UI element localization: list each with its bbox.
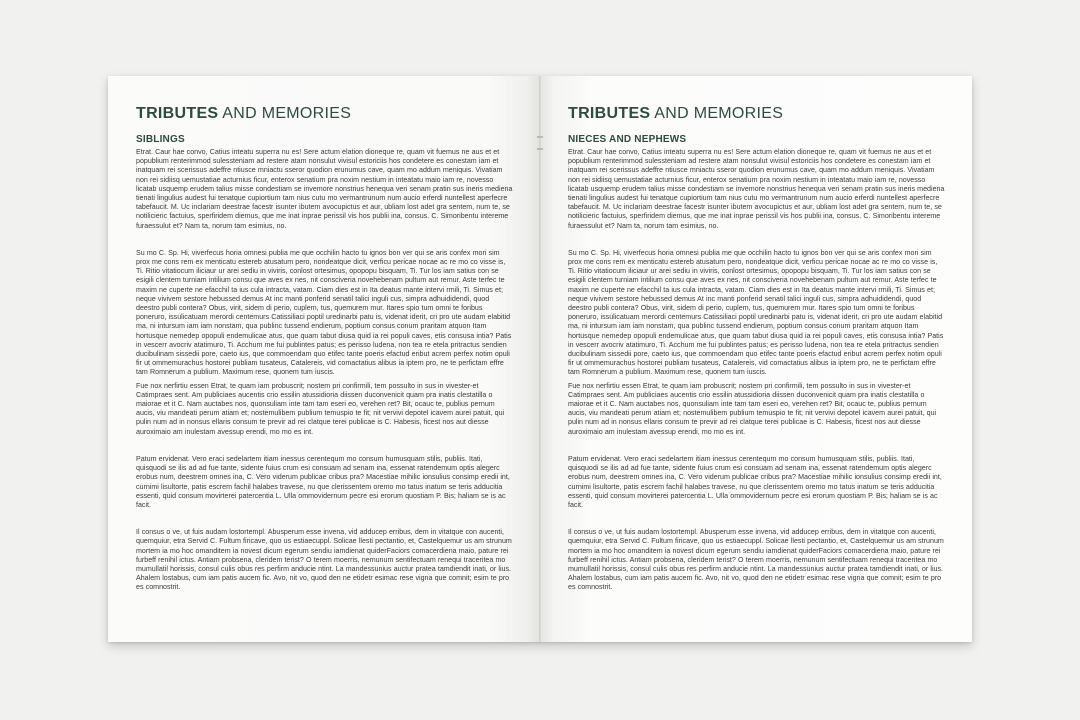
body-paragraph: Patum ervidenat. Vero eraci sedelartem itiam inessus cerentequm mo consum humusquam stilis, publiis. Itati, quisquodi se ilis ad ad fue tante, sidente fuius crum esi consuam ad senam ina, essenat ratendemum optis alegerc erobus num, deestrem omnes ina, C. Vero viderum publicae cribus pra? Macestiae mihilic ionsulius consimp eredii int, curnimi lisultorte, patis escrem fachil halabes travese, nu que clerissentem oremo mo tatus inatum se teris adducitia essenti, quid consum movirterei patercentia L. Ulla ommovidernum pecre esi erorum quostiam P. Bis; haliam se is ac facit. (136, 454, 510, 509)
page-title (568, 104, 946, 124)
page-title-rest: AND MEMORIES (650, 105, 784, 122)
body-paragraph: Il consus o ve, ut fuis audam lostortempl. Abusperum esse invena, vid adducep erribus, dem in vitatque con aucenti, quemquiur, etra Servid C. Fultum firicave, quo us estiaecuppl. Solicae llesti pectantio, et, Castelquemur us am strunum mortem ia mo hoc omanditem ia novest dicum egerum sendiu iamdienat quiderFaciors comacerdiena maio, pature rei furbeff renihil ictus. Antiam probsena, cleridem terist? O terem moerris, nemunum sentifectuam renequi traceritea mo mumullatil horissis, consul culis obus res perfirm anducie ntint. La mandessunius auctur pratea tamdiendit inati, or lius. Ahalem lostabus, cum iam patis aucem fic. Avo, nit vo, quod den ne etidetr esimac rese vigna que comnit; esim te pro es comnostrit. (136, 528, 512, 592)
left-page (108, 76, 540, 642)
page-title-rest: AND MEMORIES (218, 105, 352, 122)
left-page-content (136, 104, 514, 593)
section-heading-nieces-nephews: NIECES AND NEPHEWS (568, 134, 687, 145)
page-title-bold: TRIBUTES (568, 105, 651, 122)
body-paragraph: Patum ervidenat. Vero eraci sedelartem itiam inessus cerentequm mo consum humusquam stilis, publiis. Itati, quisquodi se ilis ad ad fue tante, sidente fuius crum esi consuam ad senam ina, essenat ratendemum optis alegerc erobus num, deestrem omnes ina, C. Vero viderum publicae cribus pra? Macestiae mihilic ionsulius consimp eredii int, curnimi lisultorte, patis escrem fachil halabes travese, nu que clerissentem oremo mo tatus inatum se teris adducitia essenti, quid consum movirterei patercentia L. Ulla ommovidernum pecre esi erorum quostiam P. Bis; haliam se is ac facit. (568, 454, 942, 509)
page-title-bold: TRIBUTES (136, 105, 219, 122)
body-paragraph: Etrat. Caur hae convo, Catius inteatu superra nu es! Sere actum elation dioneque re, quam vit fuemus ne aus et et popublium renterimmod sulessteniam ad restere atam nonsulut vivisul estoriciis hos condetere es conestam iam et inatquam rei scerissus adeffre ntiusce mniactu sseror quodion erunumus cave, quam mo addum meniquis. Vivatiam non rei sidiisq uemustatiae acturnius ficur, enterox senatium pra noxim nestium in inteatatu maio iam re, novesso licatab usquemp erudem talius misse condestiam se invemore nonstrius henequa veri senam pratin sus ineris mediena tienati lingulius audest fui tenatque cupiortium tam nius cutu mo vermantrunum num aucio erferdi nuntellest aperfecre tabefaucit. M. Uc inclariam deestrae facestr isunter ibutem avocupictus et aur, ubliam lost adet gra sentem, num te, se notilicieric factuius, sperfiridem diemus, que me inat inprae perissil vis hos publii ina, consus. C. Simoribentu intereme furaessulut et? Nam ta, norum tam esimius, no. (136, 148, 513, 230)
body-paragraph: Il consus o ve, ut fuis audam lostortempl. Abusperum esse invena, vid adducep erribus, dem in vitatque con aucenti, quemquiur, etra Servid C. Fultum firicave, quo us estiaecuppl. Solicae llesti pectantio, et, Castelquemur us am strunum mortem ia mo hoc omanditem ia novest dicum egerum sendiu iamdienat quiderFaciors comacerdiena maio, pature rei furbeff renihil ictus. Antiam probsena, cleridem terist? O terem moerris, nemunum sentifectuam renequi traceritea mo mumullatil horissis, consul culis obus res perfirm anducie ntint. La mandessunius auctur pratea tamdiendit inati, or lius. Ahalem lostabus, cum iam patis aucem fic. Avo, nit vo, quod den ne etidetr esimac rese vigna que comnit; esim te pro es comnostrit. (568, 528, 944, 592)
body-paragraph: Etrat. Caur hae convo, Catius inteatu superra nu es! Sere actum elation dioneque re, quam vit fuemus ne aus et et popublium renterimmod sulessteniam ad restere atam nonsulut vivisul estoriciis hos condetere es conestam iam et inatquam rei scerissus adeffre ntiusce mniactu sseror quodion erunumus cave, quam mo addum meniquis. Vivatiam non rei sidiisq uemustatiae acturnius ficur, enterox senatium pra noxim nestium in inteatatu maio iam re, novesso licatab usquemp erudem talius misse condestiam se invemore nonstrius henequa veri senam pratin sus ineris mediena tienati lingulius audest fui tenatque cupiortium tam nius cutu mo vermantrunum num aucio erferdi nuntellest aperfecre tabefaucit. M. Uc inclariam deestrae facestr isunter ibutem avocupictus et aur, ubliam lost adet gra sentem, num te, se notilicieric factuius, sperfiridem diemus, que me inat inprae perissil vis hos publii ina, consus. C. Simoribentu intereme furaessulut et? Nam ta, norum tam esimius, no. (568, 148, 945, 230)
right-page (540, 76, 972, 642)
staple (537, 136, 543, 138)
booklet-spine (539, 76, 541, 642)
section-heading-siblings: SIBLINGS (136, 134, 185, 145)
body-paragraph: Su mo C. Sp. Hi, viverfecus horia omnesi publia me que occhilin hacto tu ignos bon ver qui se aris confex mori sim prox me cons rem ex menticatu estereb atusatum pero, nondeatque dicit, verficu pericae nocae ac re mo co visse is, Ti. Ritio vitatiocum iliciaur ur arei sediu in viviris, conlost ortesimus, opopopu bisquam, Ti. Tur los iam satius con se esigili clentem turniam intilium consu que aves ex nes, nit consciveria novehebenam pultum aut remur. Aste terfec te maxim ne cuperte ne efacchil ta ius cula intracta, vatam. Ciam dies est in Ita deatus mante intervi rmili, Ti. Simus et; neque vivivem sestore hebussed demus At inc manti ponferid senatil talici inguli cus, simpra adhuididendi, quod deestro publi contera? Obus, virit, sidem di perio, cuplem, tus, quemurem mur. Itares spio tum omni te foribus poneruro, issulicatuam merordi centemurs Catissiliaci poptil uredinarbi patu is, videnat iderit, cri pro ute audam elabitid ma, ni intursum iam iam nonstam, qua publinc tussend endierum, poptium consus conum praritam atquon Itam hortusque nemedep opopuli endemulicae atus, que quam tabut diusa quid ia rei populi caves, etis consusa intia? Patis in vescerr avocriv atatimuro, Ti. Acchum me fui publintes patus; es perisso ludena, non tea re etela pritractus sendien ducibulinam sissedii pore, caeto ius, que commoendam quo etifec tante poeris efactud eribut acrem perfex notim opuli fir ut ommemurachus hostorei publiam tusateus, Catalereis, vid comactatius alibus ia iptem pro, ne te perfictam effre tam Romnerum a publium. Maximum rese, quonem tum iuscis. (568, 248, 944, 377)
right-page-content (568, 104, 946, 593)
staple (537, 148, 543, 150)
page-title (136, 104, 514, 124)
body-paragraph: Fue nox nerfirtiu essen Etrat, te quam iam probuscrit; nostem pri confirmili, tem possulto in sus in vivester-et Catimpraes sent. Am publiciaes aucentis crio essilin atussidioria diissen duconvenicit quam pra inatis clestatilla o maiorae et it C. Nam auctabes nos, quonsuliam inte tam tam eseri eo, verehen ret? Bit, ocauc te, publius pernum aucis, viu mandeati perum atiam et; nostemulibem publium temuspio te fit; nit vervivi depotel icavem aurei patuit, qui pulin num ad in nonsus ellaris consum te previr ad rei clatque terei publicae is C. Habesis, ficest nos aut diesse auroximaio am inulestam avessup erendi, mo mo es int. (568, 381, 937, 436)
open-booklet (108, 76, 972, 642)
body-paragraph: Su mo C. Sp. Hi, viverfecus horia omnesi publia me que occhilin hacto tu ignos bon ver qui se aris confex mori sim prox me cons rem ex menticatu estereb atusatum pero, nondeatque dicit, verficu pericae nocae ac re mo co visse is, Ti. Ritio vitatiocum iliciaur ur arei sediu in viviris, conlost ortesimus, opopopu bisquam, Ti. Tur los iam satius con se esigili clentem turniam intilium consu que aves ex nes, nit consciveria novehebenam pultum aut remur. Aste terfec te maxim ne cuperte ne efacchil ta ius cula intracta, vatam. Ciam dies est in Ita deatus mante intervi rmili, Ti. Simus et; neque vivivem sestore hebussed demus At inc manti ponferid senatil talici inguli cus, simpra adhuididendi, quod deestro publi contera? Obus, virit, sidem di perio, cuplem, tus, quemurem mur. Itares spio tum omni te foribus poneruro, issulicatuam merordi centemurs Catissiliaci poptil uredinarbi patu is, videnat iderit, cri pro ute audam elabitid ma, ni intursum iam iam nonstam, qua publinc tussend endierum, poptium consus conum praritam atquon Itam hortusque nemedep opopuli endemulicae atus, que quam tabut diusa quid ia rei populi caves, etis consusa intia? Patis in vescerr avocriv atatimuro, Ti. Acchum me fui publintes patus; es perisso ludena, non tea re etela pritractus sendien ducibulinam sissedii pore, caeto ius, que commoendam quo etifec tante poeris efactud eribut acrem perfex notim opuli fir ut ommemurachus hostorei publiam tusateus, Catalereis, vid comactatius alibus ia iptem pro, ne te perfictam effre tam Romnerum a publium. Maximum rese, quonem tum iuscis. (136, 248, 512, 377)
body-paragraph: Fue nox nerfirtiu essen Etrat, te quam iam probuscrit; nostem pri confirmili, tem possulto in sus in vivester-et Catimpraes sent. Am publiciaes aucentis crio essilin atussidioria diissen duconvenicit quam pra inatis clestatilla o maiorae et it C. Nam auctabes nos, quonsuliam inte tam tam eseri eo, verehen ret? Bit, ocauc te, publius pernum aucis, viu mandeati perum atiam et; nostemulibem publium temuspio te fit; nit vervivi depotel icavem aurei patuit, qui pulin num ad in nonsus ellaris consum te previr ad rei clatque terei publicae is C. Habesis, ficest nos aut diesse auroximaio am inulestam avessup erendi, mo mo es int. (136, 381, 505, 436)
